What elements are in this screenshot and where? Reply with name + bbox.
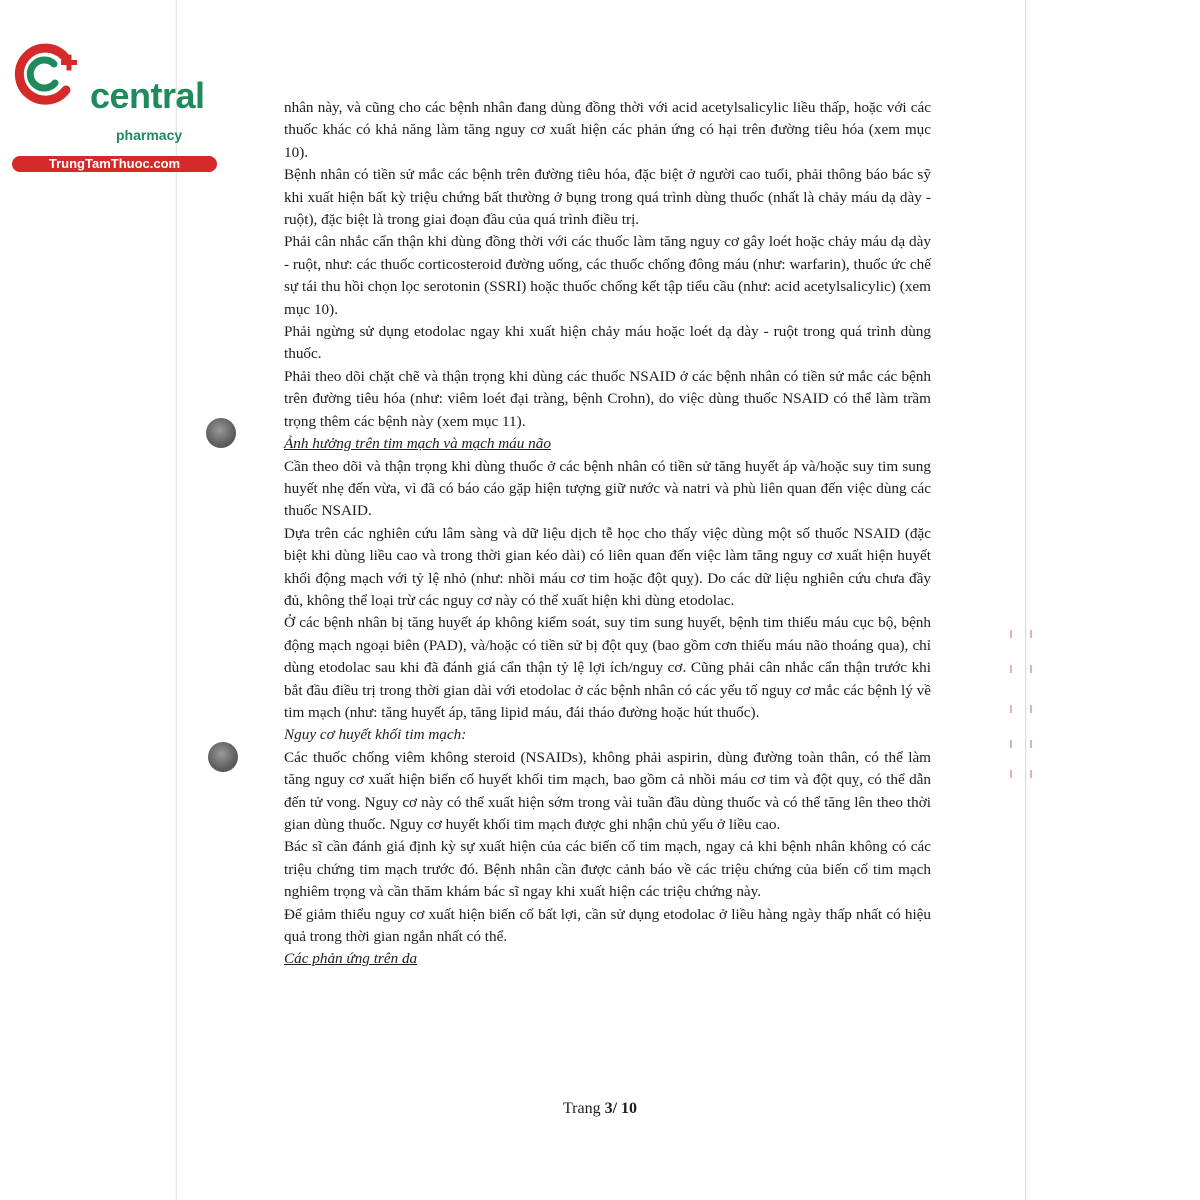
section-heading-skin-reactions: Các phản ứng trên da xyxy=(284,950,418,968)
page-number xyxy=(0,1100,1200,1118)
central-pharmacy-logo-icon xyxy=(8,38,80,110)
paragraph: Bệnh nhân có tiền sử mắc các bệnh trên đường tiêu hóa, đặc biệt ở người cao tuổi, phải thông báo bác sỹ khi xuất hiện bất kỳ triệu chứng bất thường ở bụng trong quá trình dùng thuốc (nhất là chảy máu dạ dày - ruột), đặc biệt là trong giai đoạn đầu của quá trình điều trị. xyxy=(284,166,931,229)
paragraph: Ở các bệnh nhân bị tăng huyết áp không kiểm soát, suy tim sung huyết, bệnh tim thiếu máu cục bộ, bệnh động mạch ngoại biên (PAD), và/hoặc có tiền sử bị đột quỵ (bao gồm cơn thiếu máu não thoáng qua), chỉ dùng etodolac sau khi đã đánh giá cẩn thận tỷ lệ lợi ích/nguy cơ. Cũng phải cân nhắc cẩn thận trước khi bắt đầu điều trị trong thời gian dài với etodolac ở các bệnh nhân có các yếu tố nguy cơ mắc các bệnh lý về tim mạch (như: tăng huyết áp, tăng lipid máu, đái tháo đường hoặc hút thuốc). xyxy=(284,614,931,721)
section-heading-cardiovascular: Ảnh hưởng trên tim mạch và mạch máu não xyxy=(284,435,551,453)
paragraph: Để giảm thiểu nguy cơ xuất hiện biến cố bất lợi, cần sử dụng etodolac ở liều hàng ngày thấp nhất có hiệu quả trong thời gian ngắn nhất có thể. xyxy=(284,905,931,946)
paragraph: Dựa trên các nghiên cứu lâm sàng và dữ liệu dịch tễ học cho thấy việc dùng một số thuốc NSAID (đặc biệt khi dùng liều cao và trong thời gian kéo dài) có liên quan đến việc làm tăng nguy cơ xuất hiện huyết khối động mạch với tỷ lệ nhỏ (như: nhồi máu cơ tim hoặc đột quỵ). Do các dữ liệu nghiên cứu chưa đầy đủ, không thể loại trừ các nguy cơ này có thể xuất hiện khi dùng etodolac. xyxy=(284,524,931,609)
paragraph: Cần theo dõi và thận trọng khi dùng thuốc ở các bệnh nhân có tiền sử tăng huyết áp và/hoặc suy tim sung huyết nhẹ đến vừa, vì đã có báo cáo gặp hiện tượng giữ nước và natri và phù liên quan đến việc dùng các thuốc NSAID. xyxy=(284,457,931,520)
paragraph: Bác sĩ cần đánh giá định kỳ sự xuất hiện của các biến cố tim mạch, ngay cả khi bệnh nhân không có các triệu chứng tim mạch trước đó. Bệnh nhân cần được cảnh báo về các triệu chứng của biến cố tim mạch nghiêm trọng và cần thăm khám bác sĩ ngay khi xuất hiện các triệu chứng này. xyxy=(284,838,931,901)
page-count: 3/ 10 xyxy=(604,1100,638,1117)
paragraph: Phải theo dõi chặt chẽ và thận trọng khi dùng các thuốc NSAID ở các bệnh nhân có tiền sử mắc các bệnh trên đường tiêu hóa (như: viêm loét đại tràng, bệnh Crohn), do việc dùng thuốc NSAID có thể làm trầm trọng thêm các bệnh này (xem mục 11). xyxy=(284,367,931,430)
paragraph: Phải cân nhắc cẩn thận khi dùng đồng thời với các thuốc làm tăng nguy cơ gây loét hoặc chảy máu dạ dày - ruột, như: các thuốc corticosteroid đường uống, các thuốc chống đông máu (như: warfarin), thuốc ức chế sự tái thu hồi chọn lọc serotonin (SSRI) hoặc thuốc chống kết tập tiểu cầu (như: acid acetylsalicylic) (xem mục 10). xyxy=(284,233,931,318)
stamp-edge-marks xyxy=(1010,625,1030,785)
website-link[interactable]: TrungTamThuoc.com xyxy=(12,156,217,172)
punch-hole xyxy=(206,418,236,448)
brand-subtitle: pharmacy xyxy=(116,127,183,143)
paragraph: Phải ngừng sử dụng etodolac ngay khi xuất hiện chảy máu hoặc loét dạ dày - ruột trong quá trình dùng thuốc. xyxy=(284,323,931,363)
pharmacy-logo[interactable] xyxy=(8,38,218,171)
paragraph: Các thuốc chống viêm không steroid (NSAIDs), không phải aspirin, dùng đường toàn thân, có thể làm tăng nguy cơ xuất hiện biến cố huyết khối tim mạch, bao gồm cả nhồi máu cơ tim và đột quỵ, có thể dẫn đến tử vong. Nguy cơ này có thể xuất hiện sớm trong vài tuần đầu dùng thuốc và có thể tăng lên theo thời gian dùng thuốc. Nguy cơ huyết khối tim mạch được ghi nhận chủ yếu ở liều cao. xyxy=(284,748,931,833)
section-heading-thrombosis-risk: Nguy cơ huyết khối tim mạch: xyxy=(284,726,467,744)
paragraph: nhân này, và cũng cho các bệnh nhân đang dùng đồng thời với acid acetylsalicylic liều thấp, hoặc với các thuốc khác có khả năng làm tăng nguy cơ xuất hiện các phản ứng có hại trên đường tiêu hóa (xem mục 10). xyxy=(284,99,931,161)
document-body xyxy=(284,97,931,971)
page-label: Trang xyxy=(562,1100,605,1117)
brand-name: central xyxy=(90,75,205,116)
punch-hole xyxy=(208,742,238,772)
